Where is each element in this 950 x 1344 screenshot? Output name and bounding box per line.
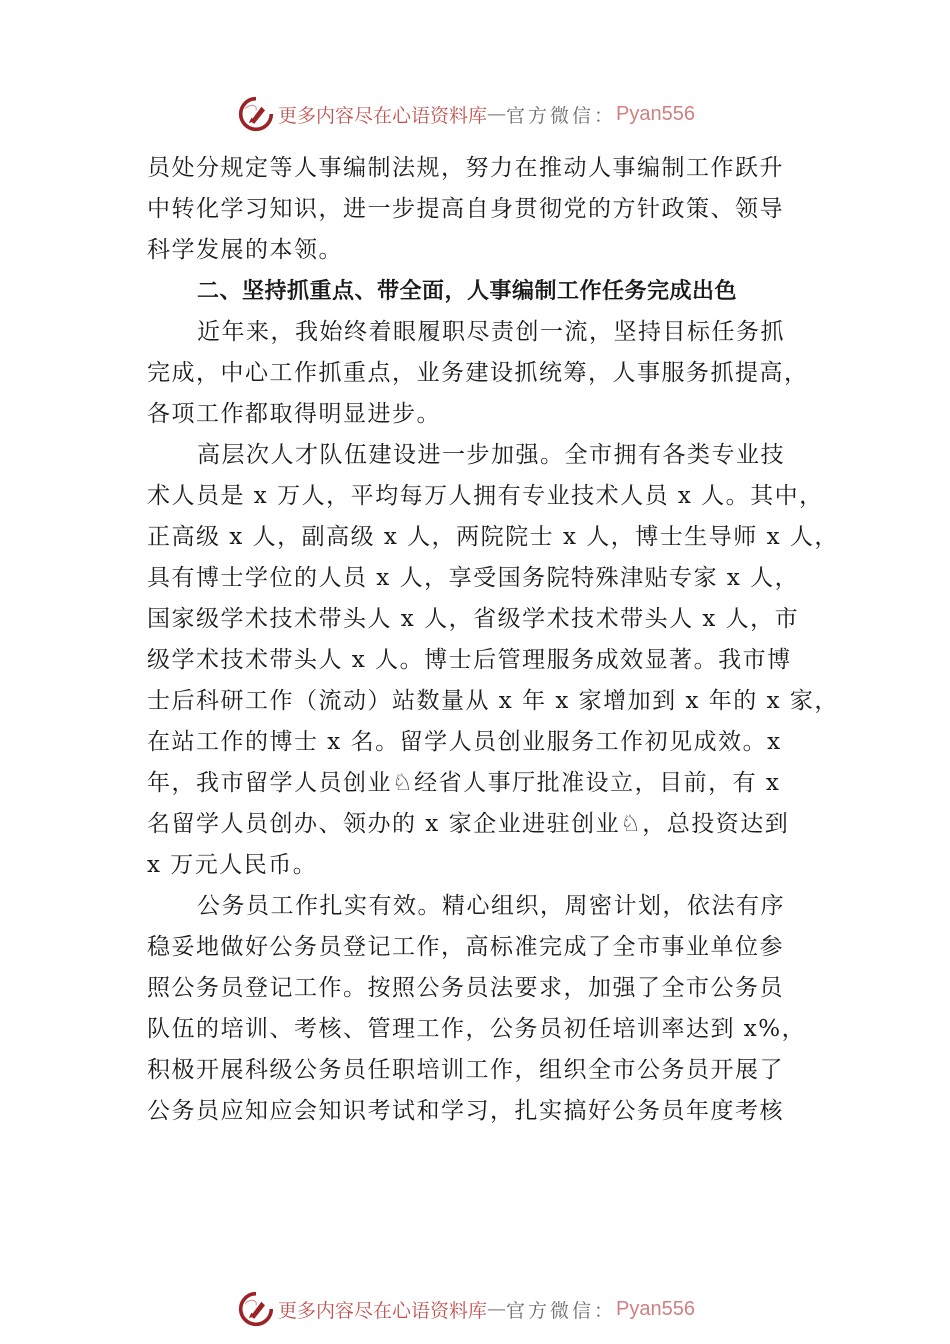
text-line: 级学术技术带头人 x 人。博士后管理服务成效显著。我市博 [147,647,792,673]
text-line: 士后科研工作（流动）站数量从 x 年 x 家增加到 x 年的 x 家， [147,688,839,714]
document-body [147,148,839,1132]
text-line: 稳妥地做好公务员登记工作，高标准完成了全市事业单位参 [147,934,784,960]
banner-wechat-label: 官方微信： [506,104,617,127]
banner-wechat-label: 官方微信： [506,1299,617,1322]
text-line: 中转化学习知识，进一步提高自身贯彻党的方针政策、领导 [147,196,784,222]
text-line: 积极开展科级公务员任职培训工作，组织全市公务员开展了 [147,1057,784,1083]
text-line: 年，我市留学人员创业♘经省人事厅批准设立，目前，有 x [147,770,781,796]
section-heading: 二、坚持抓重点、带全面，人事编制工作任务完成出色 [197,279,738,304]
text-line: 员处分规定等人事编制法规，努力在推动人事编制工作跃升 [147,155,784,181]
text-line: 具有博士学位的人员 x 人，享受国务院特殊津贴专家 x 人， [147,565,800,591]
text-line: 正高级 x 人，副高级 x 人，两院院士 x 人，博士生导师 x 人， [147,524,839,550]
banner-wechat-id: Pyan556 [616,102,695,125]
banner-wechat-id: Pyan556 [616,1297,695,1320]
header-banner [238,94,738,134]
banner-promo-text: 更多内容尽在心语资料库 [278,1299,488,1322]
pen-nib-logo-icon [238,1291,274,1327]
footer-banner [238,1289,738,1329]
paragraph-start-line: 公务员工作扎实有效。精心组织，周密计划，依法有序 [197,893,785,919]
paragraph-start-line: 高层次人才队伍建设进一步加强。全市拥有各类专业技 [197,442,785,468]
text-line: 在站工作的博士 x 名。留学人员创业服务工作初见成效。x [147,729,782,755]
text-line: 名留学人员创办、领办的 x 家企业进驻创业♘，总投资达到 [147,811,790,837]
pen-nib-logo-icon [238,96,274,132]
text-line: 公务员应知应会知识考试和学习，扎实搞好公务员年度考核 [147,1098,784,1124]
text-line: 完成，中心工作抓重点，业务建设抓统筹，人事服务抓提高， [147,360,809,386]
banner-dash: — [487,1298,507,1320]
text-line: 队伍的培训、考核、管理工作，公务员初任培训率达到 x%， [147,1016,807,1042]
text-line: 国家级学术技术带头人 x 人，省级学术技术带头人 x 人，市 [147,606,800,632]
text-line: 照公务员登记工作。按照公务员法要求，加强了全市公务员 [147,975,784,1001]
banner-promo-text: 更多内容尽在心语资料库 [278,104,488,127]
banner-dash: — [487,103,507,125]
text-line: 术人员是 x 万人，平均每万人拥有专业技术人员 x 人。其中， [147,483,824,509]
text-line: 科学发展的本领。 [147,237,343,263]
text-line: x 万元人民币。 [147,852,318,878]
text-line: 各项工作都取得明显进步。 [147,401,441,427]
paragraph-start-line: 近年来，我始终着眼履职尽责创一流，坚持目标任务抓 [197,319,785,345]
